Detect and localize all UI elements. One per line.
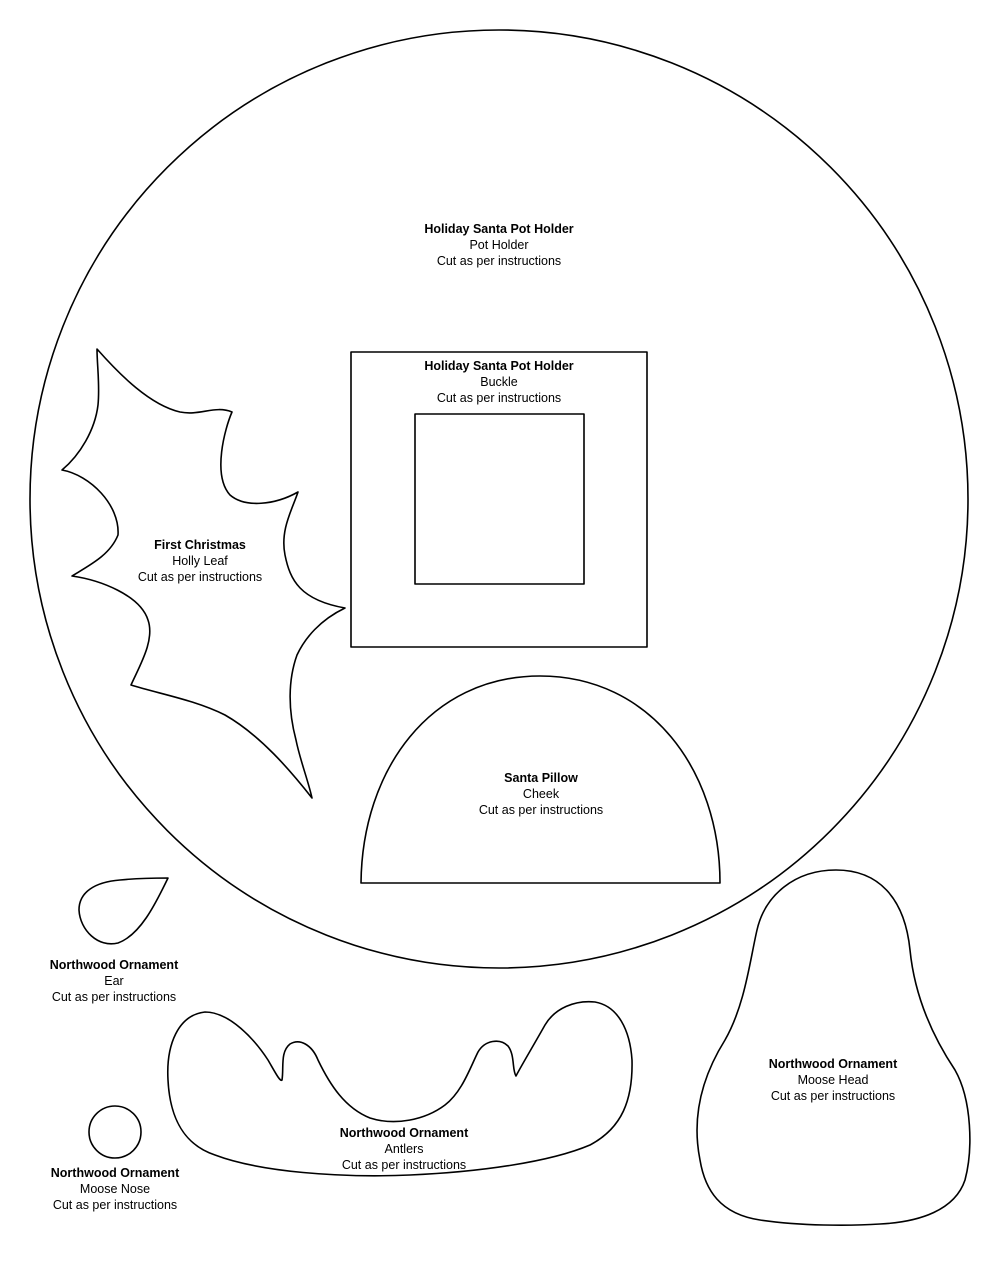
pot-holder-piece: Pot Holder — [469, 238, 529, 252]
moose-head-label — [769, 1056, 897, 1104]
cheek-label — [479, 770, 603, 818]
ear-project: Northwood Ornament — [49, 958, 179, 972]
buckle-project: Holiday Santa Pot Holder — [424, 359, 574, 373]
buckle-piece: Buckle — [480, 375, 518, 389]
antlers-instruction: Cut as per instructions — [341, 1158, 467, 1172]
moose-head-project: Northwood Ornament — [768, 1057, 898, 1071]
buckle-label — [424, 358, 573, 406]
cheek-project: Santa Pillow — [504, 771, 578, 785]
antlers-label — [340, 1125, 468, 1173]
pot-holder-project: Holiday Santa Pot Holder — [424, 222, 574, 236]
pot-holder-instruction: Cut as per instructions — [436, 254, 562, 268]
antlers-project: Northwood Ornament — [339, 1126, 469, 1140]
moose-nose-label — [51, 1165, 179, 1213]
moose-head-shape — [697, 870, 970, 1225]
holly-leaf-instruction: Cut as per instructions — [137, 570, 263, 584]
moose-nose-piece: Moose Nose — [79, 1182, 151, 1196]
buckle-instruction: Cut as per instructions — [436, 391, 562, 405]
ear-instruction: Cut as per instructions — [51, 990, 177, 1004]
moose-nose-project: Northwood Ornament — [50, 1166, 180, 1180]
ear-label — [50, 957, 178, 1005]
pot-holder-label — [424, 221, 573, 269]
moose-head-piece: Moose Head — [797, 1073, 869, 1087]
holly-leaf-piece: Holly Leaf — [172, 554, 228, 568]
moose-nose-circle — [89, 1106, 141, 1158]
ear-piece: Ear — [104, 974, 124, 988]
buckle-inner-square — [415, 414, 584, 584]
cheek-instruction: Cut as per instructions — [478, 803, 604, 817]
antlers-piece: Antlers — [384, 1142, 424, 1156]
cheek-piece: Cheek — [522, 787, 560, 801]
moose-nose-instruction: Cut as per instructions — [52, 1198, 178, 1212]
ear-shape — [79, 878, 168, 944]
holly-leaf-label — [138, 537, 262, 585]
moose-head-instruction: Cut as per instructions — [770, 1089, 896, 1103]
holly-leaf-project: First Christmas — [154, 538, 246, 552]
